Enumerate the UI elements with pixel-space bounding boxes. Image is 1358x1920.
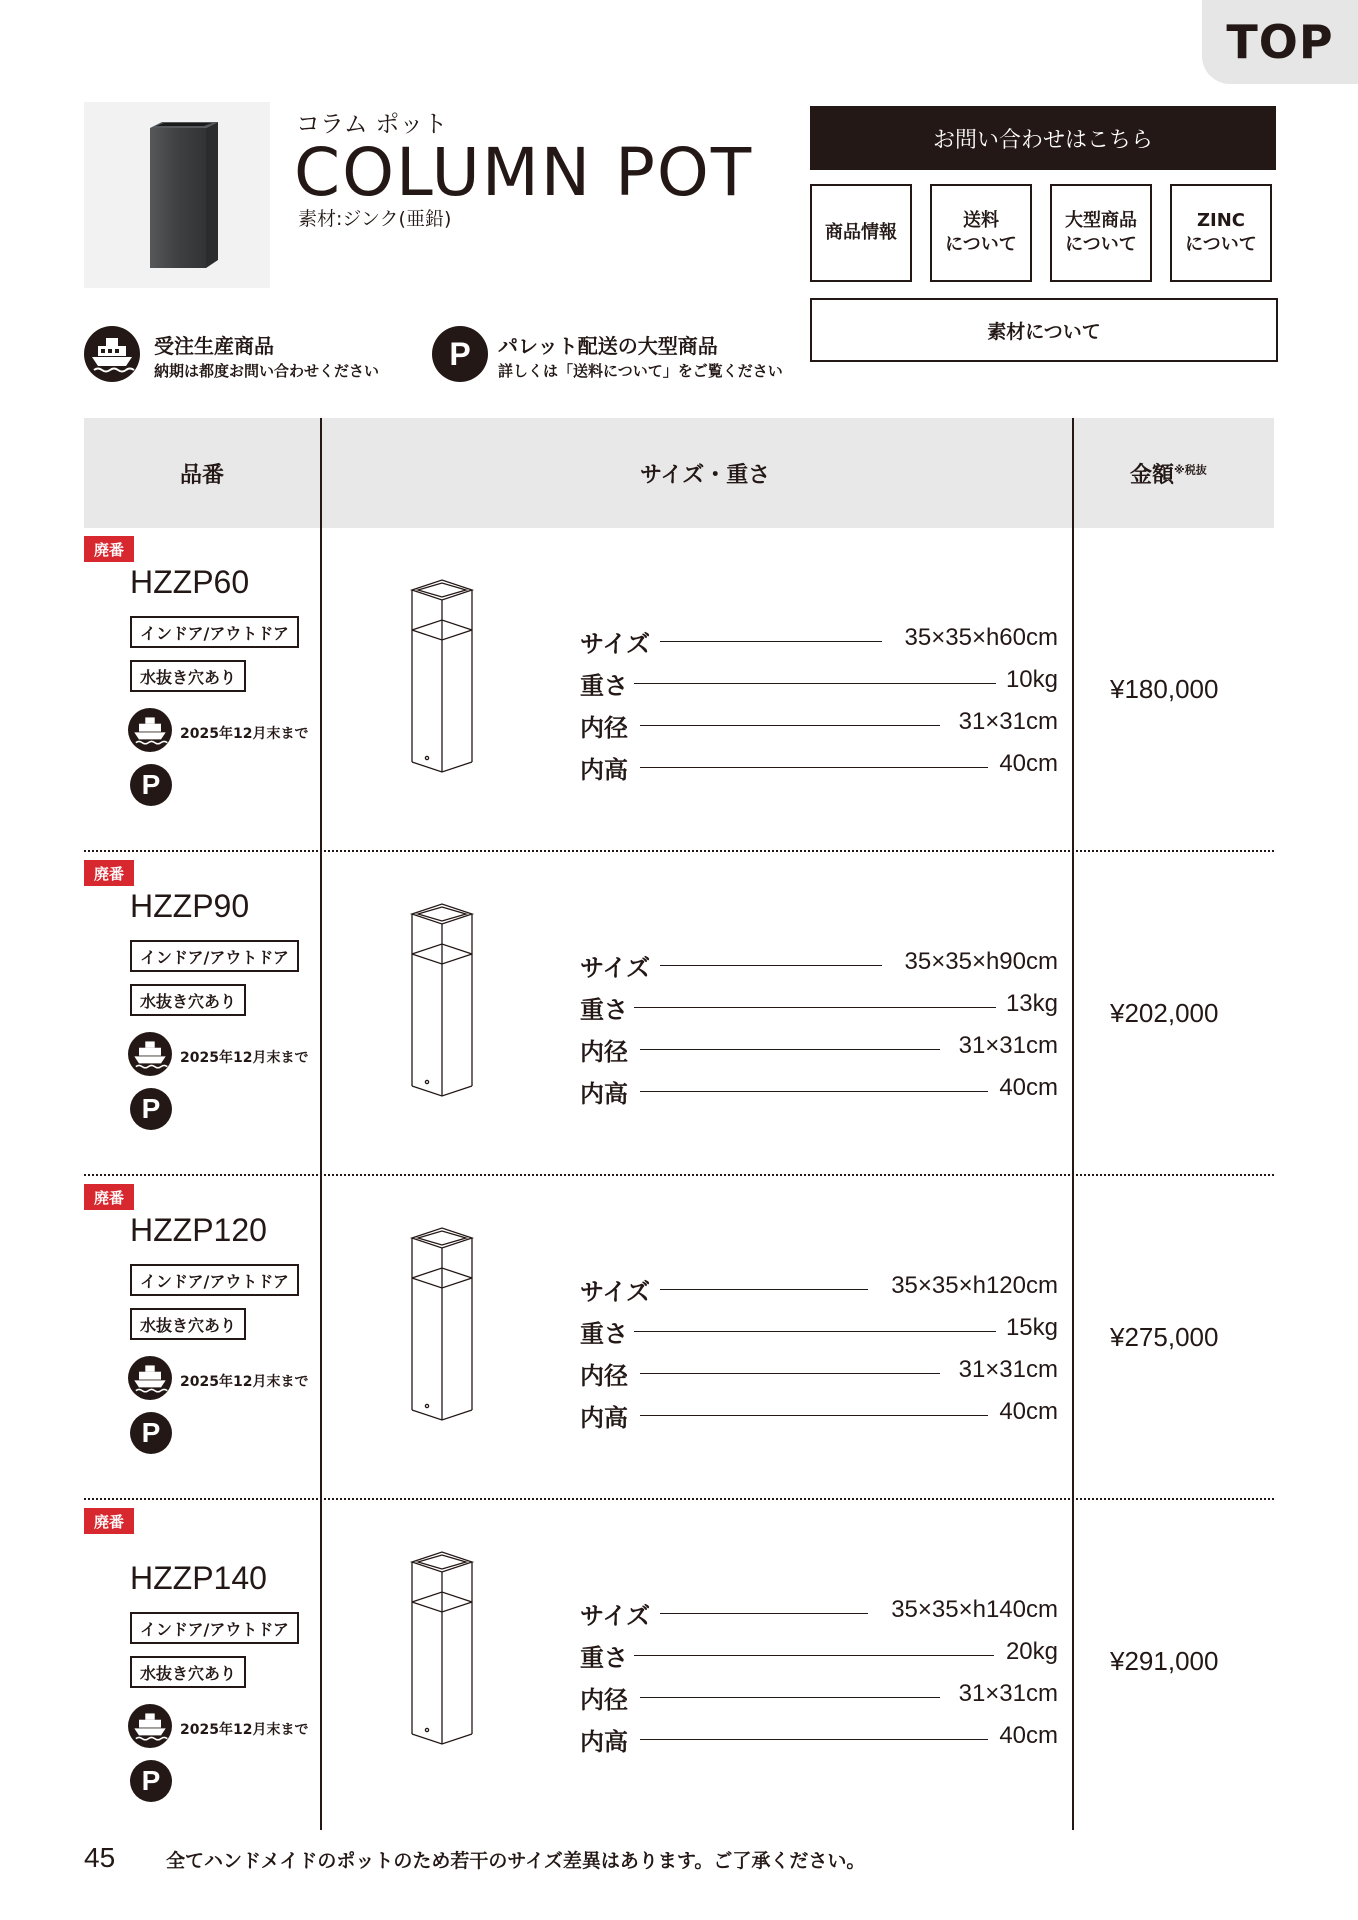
header-price-label: 金額 <box>1130 463 1175 488</box>
p-icon <box>432 326 488 382</box>
spec-value-inner-diameter: 31×31cm <box>958 1032 1058 1059</box>
made-to-order-note: 納期は都度お問い合わせください <box>154 362 380 380</box>
footnote: 全てハンドメイドのポットのため若干のサイズ差異はあります。ご了承ください。 <box>166 1850 866 1872</box>
discontinued-tag: 廃番 <box>84 536 134 562</box>
leader-line <box>660 1289 868 1290</box>
p-icon: P <box>130 1088 172 1130</box>
pallet-title: パレット配送の大型商品 <box>498 334 718 358</box>
ship-icon <box>128 1704 172 1748</box>
zinc-info-link[interactable]: ZINC について <box>1170 184 1272 282</box>
leader-line <box>660 641 882 642</box>
leader-line <box>640 1697 940 1698</box>
spec-label-inner-diameter: 内径 <box>580 714 628 742</box>
pot-diagram <box>402 1224 502 1434</box>
deadline-text: 2025年12月末まで <box>180 1722 309 1738</box>
discontinued-tag: 廃番 <box>84 860 134 886</box>
drain-hole-badge: 水抜き穴あり <box>130 660 246 692</box>
spec-label-inner-diameter: 内径 <box>580 1686 628 1714</box>
spec-label-weight: 重さ <box>580 996 628 1024</box>
ship-icon <box>84 326 140 382</box>
shipping-info-link[interactable]: 送料 について <box>930 184 1032 282</box>
ship-icon <box>128 1032 172 1076</box>
price: ¥202,000 <box>1110 998 1219 1028</box>
leader-line <box>660 965 882 966</box>
spec-label-inner-diameter: 内径 <box>580 1038 628 1066</box>
large-item-info-link[interactable]: 大型商品 について <box>1050 184 1152 282</box>
price: ¥180,000 <box>1110 674 1219 704</box>
drain-hole-badge: 水抜き穴あり <box>130 984 246 1016</box>
indoor-outdoor-badge: インドア/アウトドア <box>130 940 299 972</box>
header-code: 品番 <box>180 463 225 488</box>
made-to-order-title: 受注生産商品 <box>154 334 274 358</box>
spec-value-inner-diameter: 31×31cm <box>958 1356 1058 1383</box>
leader-line <box>640 1415 988 1416</box>
spec-value-weight: 20kg <box>1005 1638 1058 1665</box>
contact-button[interactable]: お問い合わせはこちら <box>810 106 1276 170</box>
spec-label-size: サイズ <box>580 630 651 658</box>
spec-value-inner-height: 40cm <box>999 1722 1058 1749</box>
spec-value-weight: 15kg <box>1005 1314 1058 1341</box>
product-photo <box>84 102 270 288</box>
leader-line <box>634 1655 994 1656</box>
leader-line <box>640 1091 988 1092</box>
spec-label-weight: 重さ <box>580 1644 628 1672</box>
spec-label-inner-height: 内高 <box>580 1728 628 1756</box>
spec-label-inner-height: 内高 <box>580 1080 628 1108</box>
product-code: HZZP60 <box>130 564 250 600</box>
leader-line <box>640 1739 988 1740</box>
spec-value-size: 35×35×h140cm <box>891 1596 1058 1623</box>
leader-line <box>634 683 996 684</box>
product-info-link[interactable]: 商品情報 <box>810 184 912 282</box>
deadline-text: 2025年12月末まで <box>180 726 309 742</box>
header-spec: サイズ・重さ <box>640 463 771 488</box>
spec-label-inner-height: 内高 <box>580 756 628 784</box>
table-row <box>0 852 1358 1176</box>
indoor-outdoor-badge: インドア/アウトドア <box>130 616 299 648</box>
p-icon: P <box>130 1760 172 1802</box>
ship-icon <box>128 708 172 752</box>
product-material: 素材:ジンク(亜鉛) <box>298 208 452 230</box>
spec-label-size: サイズ <box>580 954 651 982</box>
spec-value-inner-diameter: 31×31cm <box>958 1680 1058 1707</box>
spec-label-weight: 重さ <box>580 1320 628 1348</box>
discontinued-tag: 廃番 <box>84 1184 134 1210</box>
drain-hole-badge: 水抜き穴あり <box>130 1308 246 1340</box>
leader-line <box>640 725 940 726</box>
table-row <box>0 1500 1358 1824</box>
spec-value-inner-height: 40cm <box>999 1398 1058 1425</box>
p-icon: P <box>130 764 172 806</box>
leader-line <box>640 1373 940 1374</box>
svg-text:P: P <box>449 336 471 372</box>
leader-line <box>640 1049 940 1050</box>
spec-value-inner-diameter: 31×31cm <box>958 708 1058 735</box>
table-row <box>0 528 1358 852</box>
spec-value-size: 35×35×h120cm <box>891 1272 1058 1299</box>
leader-line <box>640 767 988 768</box>
product-code: HZZP140 <box>130 1560 267 1596</box>
product-title: COLUMN POT <box>294 134 754 211</box>
indoor-outdoor-badge: インドア/アウトドア <box>130 1264 299 1296</box>
header-price-note: ※税抜 <box>1174 463 1207 477</box>
spec-label-size: サイズ <box>580 1278 651 1306</box>
drain-hole-badge: 水抜き穴あり <box>130 1656 246 1688</box>
ship-icon <box>128 1356 172 1400</box>
spec-value-size: 35×35×h90cm <box>904 948 1058 975</box>
header-price <box>1130 458 1207 489</box>
price: ¥291,000 <box>1110 1646 1219 1676</box>
indoor-outdoor-badge: インドア/アウトドア <box>130 1612 299 1644</box>
spec-value-weight: 10kg <box>1005 666 1058 693</box>
material-info-link[interactable]: 素材について <box>810 298 1278 362</box>
leader-line <box>634 1331 996 1332</box>
spec-label-size: サイズ <box>580 1602 651 1630</box>
spec-value-inner-height: 40cm <box>999 750 1058 777</box>
product-code: HZZP90 <box>130 888 250 924</box>
top-button[interactable]: TOP <box>1202 0 1358 84</box>
pot-diagram <box>402 1548 502 1758</box>
p-icon: P <box>130 1412 172 1454</box>
leader-line <box>660 1613 868 1614</box>
price: ¥275,000 <box>1110 1322 1219 1352</box>
spec-label-inner-height: 内高 <box>580 1404 628 1432</box>
product-subtitle: コラム ポット <box>296 110 448 138</box>
pot-diagram <box>402 900 502 1110</box>
pallet-note: 詳しくは「送料について」をご覧ください <box>498 362 783 380</box>
spec-value-weight: 13kg <box>1005 990 1058 1017</box>
product-code: HZZP120 <box>130 1212 267 1248</box>
leader-line <box>634 1007 996 1008</box>
deadline-text: 2025年12月末まで <box>180 1050 309 1066</box>
discontinued-tag: 廃番 <box>84 1508 134 1534</box>
table-row <box>0 1176 1358 1500</box>
spec-value-size: 35×35×h60cm <box>904 624 1058 651</box>
deadline-text: 2025年12月末まで <box>180 1374 309 1390</box>
pot-diagram <box>402 576 502 786</box>
spec-label-inner-diameter: 内径 <box>580 1362 628 1390</box>
page-number: 45 <box>84 1842 116 1873</box>
spec-value-inner-height: 40cm <box>999 1074 1058 1101</box>
spec-label-weight: 重さ <box>580 672 628 700</box>
